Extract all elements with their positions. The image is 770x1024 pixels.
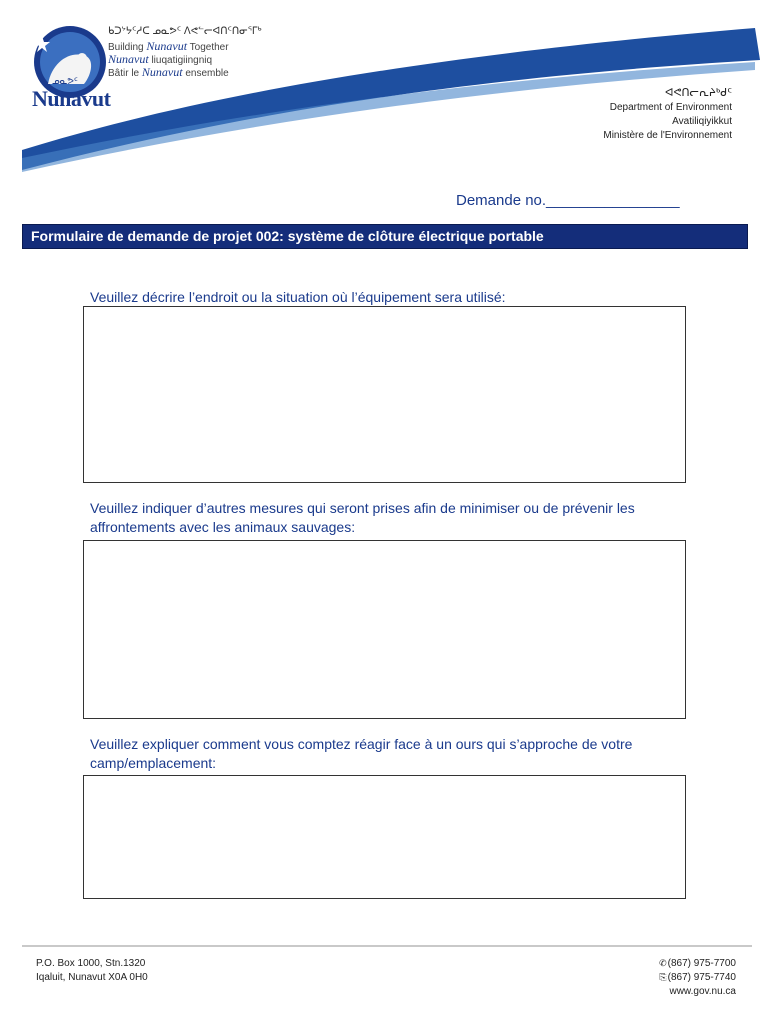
phone-icon: ✆ — [659, 958, 667, 968]
fax-icon: ⎘ — [659, 972, 667, 982]
footer-address-line-1: P.O. Box 1000, Stn.1320 — [36, 958, 146, 969]
tagline-inuinnaqtun: Nunavut liuqatigiingniq — [108, 52, 213, 66]
form-title: Formulaire de demande de projet 002: système de clôture électrique portable — [22, 224, 748, 249]
tagline-syllabics: ᑲᑐᔾᔭᑦᓱᑕ ᓄᓇᕗᑦ ᐱᕙᓪᓕᐊᑎᑦᑎᓂᕐᒥᒃ — [108, 26, 262, 37]
request-number-field[interactable]: Demande no.________________ — [456, 192, 680, 209]
department-french: Ministère de l'Environnement — [603, 130, 732, 141]
footer-address-line-2: Iqaluit, Nunavut X0A 0H0 — [36, 972, 148, 983]
footer-fax: ⎘(867) 975-7740 — [659, 972, 736, 983]
question-2-label: Veuillez indiquer d’autres mesures qui seront prises afin de minimiser ou de prévenir les affrontements avec les animaux sauvages: — [90, 500, 635, 535]
footer-divider — [22, 945, 752, 947]
question-3-answer-box[interactable] — [83, 775, 686, 899]
department-english: Department of Environment — [609, 102, 732, 113]
department-inuinnaqtun: Avatiliqiyikkut — [672, 116, 732, 127]
question-1-label: Veuillez décrire l’endroit ou la situation où l’équipement sera utilisé: — [90, 289, 506, 305]
logo-syllabics: ᓄᓇᕗᑦ — [52, 76, 78, 86]
department-syllabics: ᐊᕙᑎᓕᕆᔨᒃᑯᑦ — [665, 87, 732, 99]
footer-website-link[interactable]: www.gov.nu.ca — [669, 986, 736, 997]
question-2-answer-box[interactable] — [83, 540, 686, 719]
tagline-french: Bâtir le Nunavut ensemble — [108, 65, 229, 79]
footer-phone: ✆(867) 975-7700 — [659, 958, 736, 969]
tagline-english: Building Nunavut Together — [108, 39, 229, 53]
question-1-answer-box[interactable] — [83, 306, 686, 483]
logo-wordmark: Nunavut — [32, 86, 111, 111]
question-3-label: Veuillez expliquer comment vous comptez réagir face à un ours qui s’approche de votre camp/emplacement: — [90, 736, 633, 771]
